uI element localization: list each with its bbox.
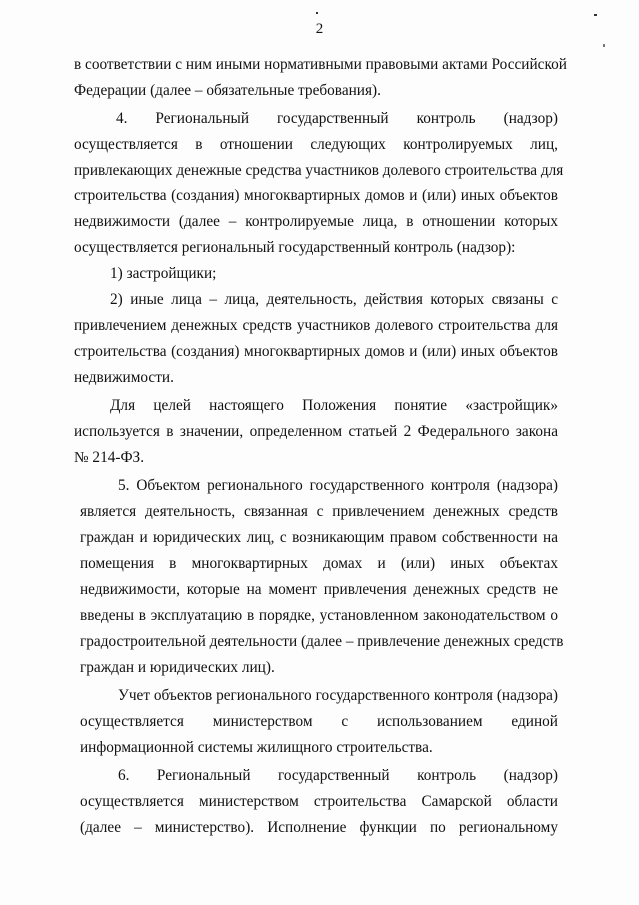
text-line: № 214-ФЗ. — [74, 449, 145, 466]
scan-speck — [316, 12, 318, 14]
text-line: недвижимости, которые на момент привлечения денежных средств не — [80, 581, 558, 598]
scan-speck — [594, 14, 597, 16]
paragraph-6-first-line: 6. Региональный государственный контроль (надзор) — [118, 767, 558, 784]
text-line: недвижимости (далее – контролируемые лица, в отношении которых — [74, 213, 558, 230]
paragraph-4-first-line: 4. Региональный государственный контроль (надзор) — [116, 110, 558, 127]
accounting-first-line: Учет объектов регионального государственного контроля (надзора) — [118, 687, 558, 704]
list-item-1: 1) застройщики; — [110, 265, 217, 282]
text-line: осуществляется министерством строительства Самарской области — [80, 793, 558, 810]
text-line: осуществляется министерством с использованием единой — [80, 713, 558, 730]
list-item-2: 2) иные лица – лица, деятельность, действия которых связаны с — [110, 291, 558, 308]
text-line: недвижимости. — [74, 369, 174, 386]
text-line: в соответствии с ним иными нормативными правовыми актами Российской — [74, 56, 567, 73]
paragraph-5-first-line: 5. Объектом регионального государственного контроля (надзора) — [118, 477, 558, 494]
text-line: строительства (создания) многоквартирных домов и (или) иных объектов — [74, 343, 558, 360]
text-line: (далее – министерство). Исполнение функции по региональному — [80, 819, 558, 836]
text-line: введены в эксплуатацию в порядке, установленном законодательством о — [80, 607, 558, 624]
text-line: является деятельность, связанная с привлечением денежных средств — [80, 503, 558, 520]
text-line: градостроительной деятельности (далее – привлечение денежных средств — [80, 633, 564, 650]
page-number: 2 — [315, 21, 324, 37]
text-line: привлечением денежных средств участников долевого строительства для — [74, 317, 558, 334]
text-line: Федерации (далее – обязательные требования). — [74, 82, 381, 99]
text-line: привлекающих денежные средства участников долевого строительства для — [74, 162, 564, 179]
text-line: осуществляется в отношении следующих контролируемых лиц, — [74, 136, 558, 153]
text-line: осуществляется региональный государственный контроль (надзор): — [74, 239, 516, 256]
text-line: граждан и юридических лиц). — [80, 659, 275, 676]
definition-first-line: Для целей настоящего Положения понятие «застройщик» — [110, 397, 558, 414]
text-line: граждан и юридических лиц, с возникающим правом собственности на — [80, 529, 558, 546]
text-line: помещения в многоквартирных домах и (или) иных объектах — [80, 555, 558, 572]
text-line: информационной системы жилищного строительства. — [80, 739, 433, 756]
scan-speck — [603, 44, 605, 47]
text-line: строительства (создания) многоквартирных домов и (или) иных объектов — [74, 187, 558, 204]
text-line: используется в значении, определенном статьей 2 Федерального закона — [74, 423, 558, 440]
